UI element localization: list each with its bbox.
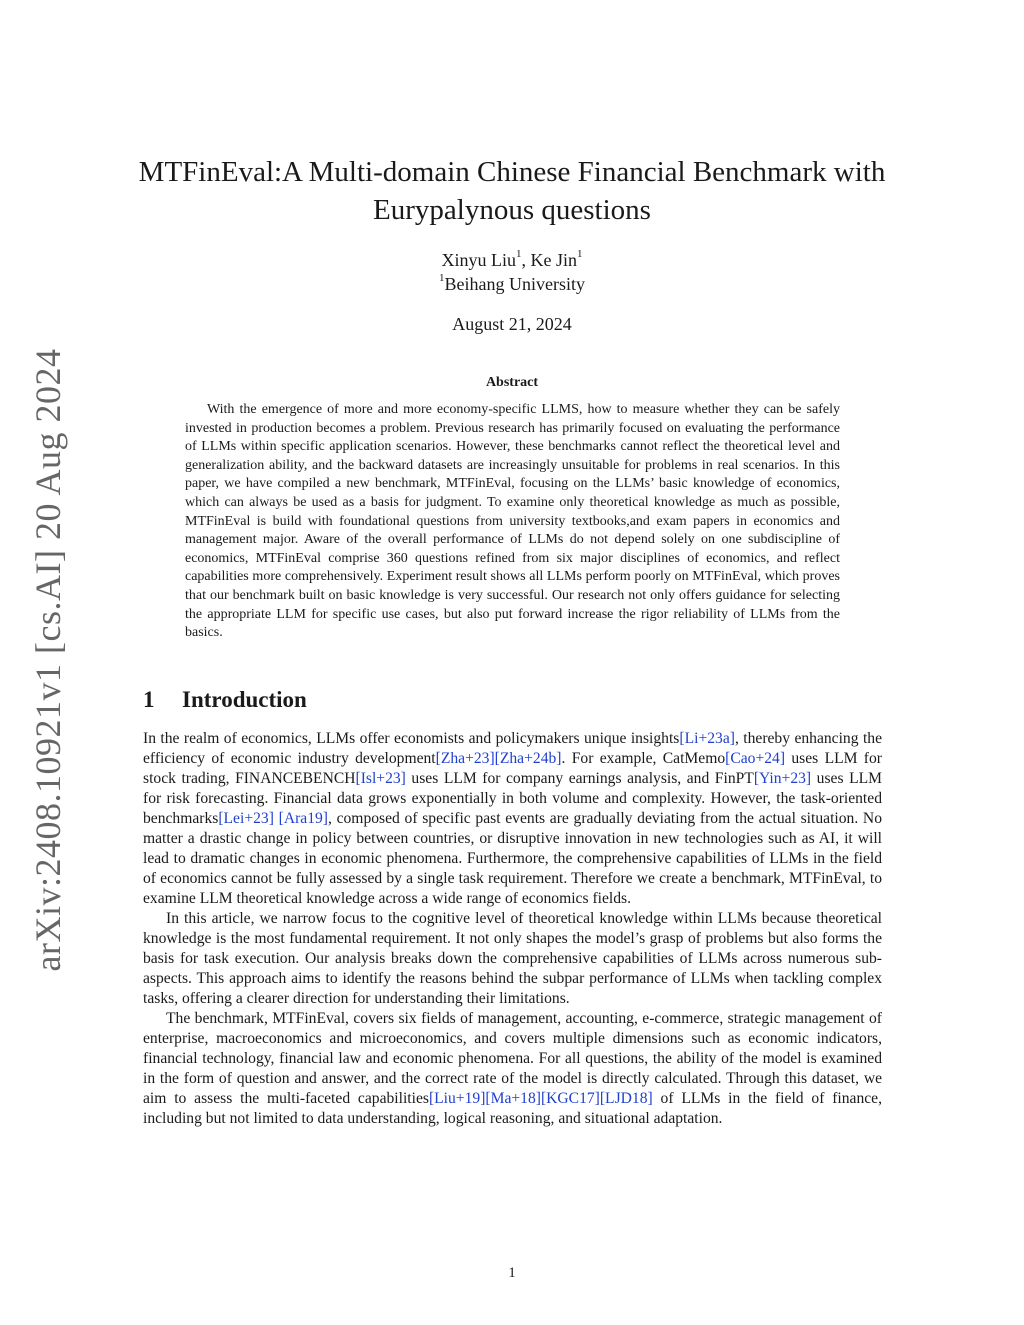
citation-link[interactable]: [Ma+18]: [485, 1090, 541, 1107]
abstract-text: With the emergence of more and more economy-specific LLMS, how to measure whether they can be safely invested in production becomes a problem. Previous research has primarily focused on evaluating the performance of LLMs within specific application scenarios. However, these benchmarks cannot reflect the theoretical level and generalization ability, and the backward datasets are increasingly unsuitable for problems in real scenarios. In this paper, we have compiled a new benchmark, MTFinEval, focusing on the LLMs’ basic knowledge of economics, which can always be used as a basis for judgment. To examine only theoretical knowledge as much as possible, MTFinEval is build with foundational questions from university textbooks,and exam papers in economics and management major. Aware of the overall performance of LLMs do not depend solely on one subdiscipline of economics, MTFinEval comprise 360 questions refined from six major disciplines of economics, and reflect capabilities more comprehensively. Experiment result shows all LLMs perform poorly on MTFinEval, which proves that our benchmark built on basic knowledge is very successful. Our research not only offers guidance for selecting the appropriate LLM for specific use cases, but also put forward increase the rigor reliability of LLMs from the basics.: [185, 402, 840, 641]
text-run: uses LLM for stock trading, FINANCEBENCH: [143, 750, 882, 787]
citation-link[interactable]: [Cao+24]: [725, 750, 786, 767]
paragraph: In this article, we narrow focus to the cognitive level of theoretical knowledge within LLMs because theoretical knowledge is the most fundamental requirement. It not only shapes the model’s grasp of problems but also forms the basis for task execution. Our analysis breaks down the comprehensive capabilities of LLMs across numerous sub-aspects. This approach aims to identify the reasons behind the subpar performance of LLMs when tackling complex tasks, offering a clearer direction for understanding their limitations.: [143, 910, 882, 1007]
paper-title: MTFinEval:A Multi-domain Chinese Financial Benchmark with Eurypalynous questions: [138, 156, 886, 226]
citation-link[interactable]: [Isl+23]: [355, 770, 406, 787]
paragraph: [143, 729, 882, 909]
citation-link[interactable]: [Liu+19]: [428, 1090, 486, 1107]
text-run: uses LLM for risk forecasting. Financial data grows exponentially in both volume and complexity. However, the task-oriented benchmarks: [143, 770, 882, 827]
citation-link[interactable]: [Zha+23]: [435, 750, 495, 767]
text-run: of LLMs in the field of finance, including but not limited to data understanding, logical reasoning, and situational adaptation.: [143, 1090, 882, 1127]
text-run: The benchmark, MTFinEval, covers six fields of management, accounting, e-commerce, strategic management of enterprise, macroeconomics and microeconomics, and covers multiple dimensions such as economic indicators, financial technology, financial law and economic phenomena. For all questions, the ability of the model is examined in the form of question and answer, and the correct rate of the model is directly calculated. Through this dataset, we aim to assess the multi-faceted capabilities: [143, 1010, 882, 1107]
author-list: Xinyu Liu$^1$, Ke Jin$^1$: [441, 248, 583, 270]
text-run: uses LLM for company earnings analysis, and FinPT: [405, 770, 754, 787]
page-number: 1: [508, 1265, 516, 1281]
citation-link[interactable]: [Zha+24b]: [494, 750, 562, 767]
author-name: Ke Jin: [530, 250, 577, 270]
text-run: In the realm of economics, LLMs offer economists and policymakers unique insights: [143, 730, 680, 747]
section-number: 1: [143, 687, 155, 712]
section-title: Introduction: [182, 687, 307, 712]
text-run: . For example, CatMemo: [561, 750, 726, 767]
publication-date: August 21, 2024: [452, 314, 572, 334]
abstract-heading: Abstract: [485, 375, 539, 390]
citation-link[interactable]: [Yin+23]: [753, 770, 812, 787]
text-run: , thereby enhancing the efficiency of economic industry development: [143, 730, 883, 767]
author-affiliation-mark: 1: [516, 248, 522, 260]
citation-link[interactable]: [Ara19]: [278, 810, 328, 827]
citation-link[interactable]: [LJD18]: [599, 1090, 653, 1107]
affiliation: [130, 273, 894, 295]
affiliation-mark: 1: [439, 272, 445, 284]
citation-link[interactable]: [Lei+23]: [218, 810, 274, 827]
text-run: , composed of specific past events are gradually deviating from the actual situation. No matter a drastic change in policy between countries, or disruptive innovation in new technologies such as AI, it will lead to dramatic changes in economic phenomena. Furthermore, the comprehensive capabilities of LLMs in the field of economics cannot be fully assessed by a single task requirement. Therefore we create a benchmark, MTFinEval, to examine LLM theoretical knowledge across a wide range of economics fields.: [143, 810, 882, 907]
arxiv-identifier-stamp: [8, 348, 88, 972]
citation-link[interactable]: [KGC17]: [540, 1090, 600, 1107]
author-affiliation-mark: 1: [577, 248, 583, 260]
arxiv-identifier: arXiv:2408.10921v1 [cs.AI] 20 Aug 2024: [28, 348, 68, 972]
introduction-body: [143, 729, 882, 1129]
section-heading: [143, 686, 307, 714]
paragraph: [143, 1009, 882, 1129]
author-name: Xinyu Liu: [441, 250, 516, 270]
citation-link[interactable]: [Li+23a]: [679, 730, 735, 747]
affiliation-name: Beihang University: [444, 274, 585, 294]
